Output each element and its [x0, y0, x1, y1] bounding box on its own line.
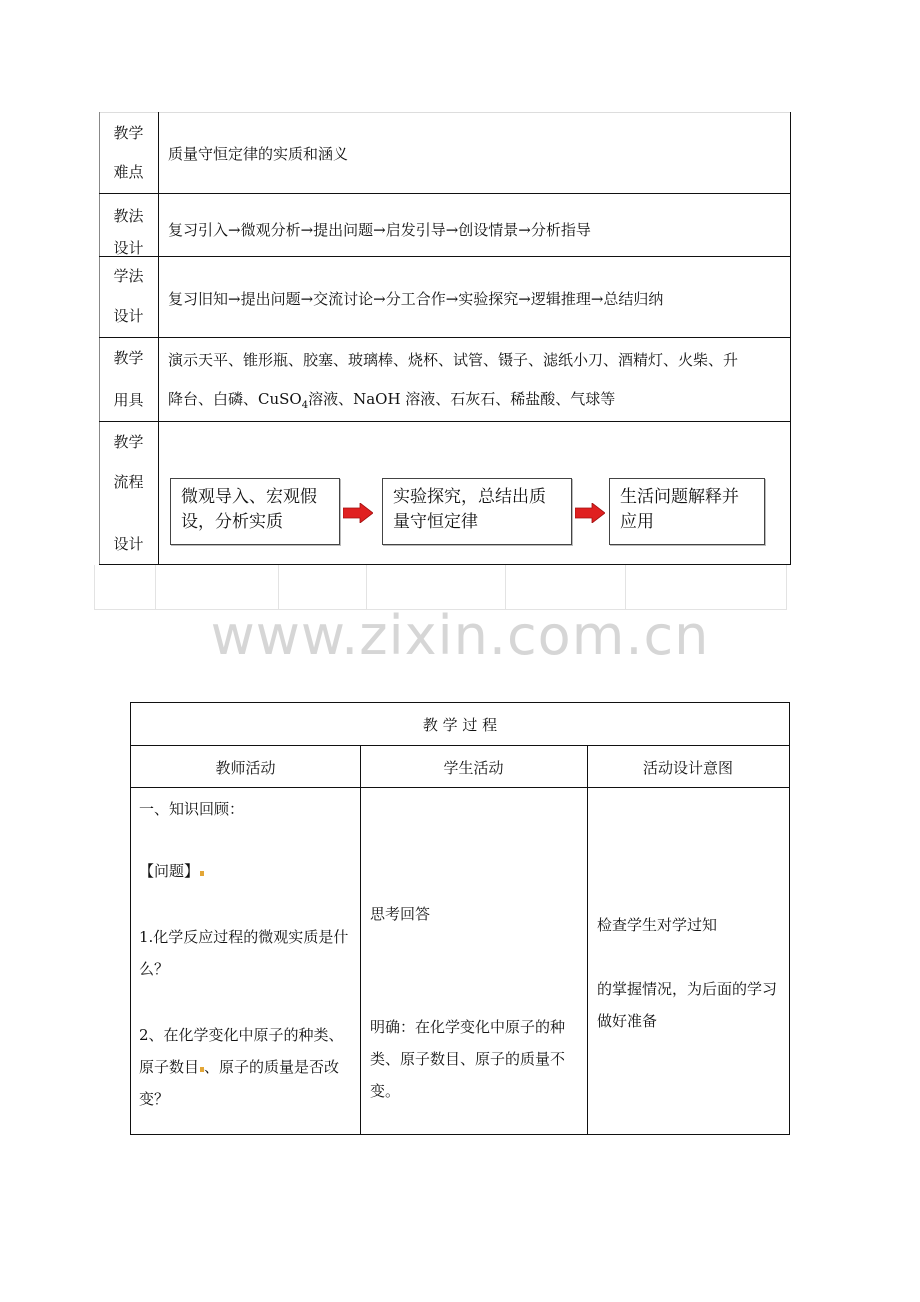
- header-intent: 活动设计意图: [642, 759, 733, 777]
- row-label: 学法 设计: [113, 267, 144, 325]
- flow-step-1: 微观导入、宏观假设，分析实质: [170, 478, 340, 545]
- section-heading: 一、知识回顾：: [139, 800, 245, 818]
- column-divider: [360, 745, 361, 1134]
- intent-line-1: 检查学生对学过知: [597, 916, 718, 934]
- student-answer-1: 思考回答: [370, 905, 431, 923]
- column-divider: [587, 745, 588, 1134]
- header-student: 学生活动: [443, 759, 504, 777]
- row-label: 教学 难点: [113, 124, 144, 181]
- student-answer-2: 明确：在化学变化中原子的种类、原子数目、原子的质量不变。: [370, 1018, 566, 1100]
- row-label: 教学 用具: [113, 349, 144, 409]
- learning-method-text: 复习旧知→提出问题→交流讨论→分工合作→实验探究→逻辑推理→总结归纳: [168, 290, 664, 308]
- header-teacher: 教师活动: [215, 759, 276, 777]
- row-divider: [131, 745, 789, 746]
- row-divider: [131, 787, 789, 788]
- row-label: 教学 流程 设计: [113, 433, 144, 553]
- table-row: [99, 193, 791, 256]
- teaching-method-text: 复习引入→微观分析→提出问题→启发引导→创设情景→分析指导: [168, 221, 591, 239]
- process-title: 教 学 过 程: [422, 716, 498, 734]
- question-2: 2、在化学变化中原子的种类、原子数目 、原子的质量是否改变？: [139, 1026, 344, 1108]
- table-row: [99, 112, 791, 193]
- table-row: [99, 256, 791, 337]
- row-label: 教法 设计: [113, 207, 144, 257]
- question-1: 1.化学反应过程的微观实质是什么？: [139, 928, 349, 978]
- teaching-tools-line2: 降台、白磷、CuSO$_4$溶液、NaOH 溶液、石灰石、稀盐酸、气球等: [168, 390, 616, 411]
- table-row: [99, 337, 791, 421]
- teaching-difficulty-text: 质量守恒定律的实质和涵义: [168, 145, 349, 163]
- lesson-info-table: [99, 112, 791, 565]
- red-arrow-icon: [343, 503, 373, 523]
- red-arrow-icon: [575, 503, 605, 523]
- teaching-tools-line1: 演示天平、锥形瓶、胶塞、玻璃棒、烧杯、试管、镊子、滤纸小刀、酒精灯、火柴、升: [168, 351, 739, 369]
- teaching-process-table: [130, 702, 790, 1135]
- table-row: [99, 421, 791, 565]
- flow-step-2: 实验探究，总结出质量守恒定律: [382, 478, 572, 545]
- flow-step-3: 生活问题解释并应用: [609, 478, 765, 545]
- question-tag: 【问题】: [139, 861, 204, 881]
- watermark: www.zixin.com.cn: [210, 604, 710, 667]
- intent-line-2: 的掌握情况，为后面的学习做好准备: [597, 980, 778, 1030]
